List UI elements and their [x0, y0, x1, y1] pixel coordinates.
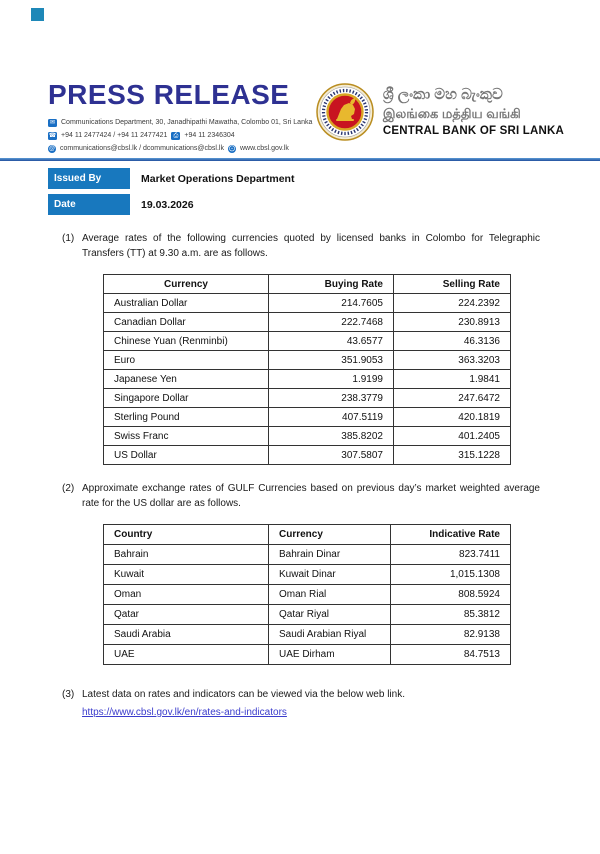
contact-address: Communications Department, 30, Janadhipathi Mawatha, Colombo 01, Sri Lanka	[61, 119, 313, 126]
table-cell: Euro	[104, 351, 269, 370]
table-cell: Sterling Pound	[104, 408, 269, 427]
date-label: Date	[48, 194, 130, 215]
page-title: PRESS RELEASE	[48, 79, 290, 110]
table-cell: 224.2392	[394, 294, 511, 313]
column-header-indicative-rate: Indicative Rate	[391, 525, 511, 545]
table-cell: 363.3203	[394, 351, 511, 370]
table-cell: 214.7605	[269, 294, 394, 313]
table-row	[104, 427, 511, 446]
table-cell: 401.2405	[394, 427, 511, 446]
contact-website: www.cbsl.gov.lk	[240, 145, 289, 152]
table-cell: 1.9199	[269, 370, 394, 389]
date-value: 19.03.2026	[141, 198, 194, 211]
tt-rates-table	[103, 274, 511, 465]
table-header-row	[104, 275, 511, 294]
table-cell: Kuwait	[104, 565, 269, 585]
table-cell: Swiss Franc	[104, 427, 269, 446]
table-cell: 82.9138	[391, 625, 511, 645]
column-header-currency: Currency	[269, 525, 391, 545]
table-row	[104, 408, 511, 427]
paragraph-3-text: Latest data on rates and indicators can be viewed via the below web link.	[82, 689, 405, 700]
bank-names	[383, 85, 564, 139]
table-cell: Canadian Dollar	[104, 313, 269, 332]
paragraph-2	[62, 481, 540, 511]
table-row	[104, 585, 511, 605]
table-cell: 420.1819	[394, 408, 511, 427]
gulf-rates-table	[103, 524, 511, 665]
date-row	[48, 194, 294, 215]
table-cell: Qatar	[104, 605, 269, 625]
table-cell: Qatar Riyal	[269, 605, 391, 625]
contact-phone-line	[48, 130, 312, 141]
table-cell: 315.1228	[394, 446, 511, 465]
table-cell: Kuwait Dinar	[269, 565, 391, 585]
table-row	[104, 294, 511, 313]
paragraph-2-number: (2)	[62, 483, 75, 494]
table-cell: 238.3779	[269, 389, 394, 408]
table-cell: US Dollar	[104, 446, 269, 465]
table-cell: Bahrain	[104, 545, 269, 565]
bank-name-tamil: இலங்கை மத்திய வங்கி	[382, 106, 521, 121]
contact-address-line	[48, 117, 312, 128]
contact-emails: communications@cbsl.lk / dcommunications@cbsl.lk	[60, 145, 224, 152]
table-cell: Oman	[104, 585, 269, 605]
table-row	[104, 389, 511, 408]
issued-by-row	[48, 168, 294, 189]
table-cell: 307.5807	[269, 446, 394, 465]
meta-block	[48, 168, 294, 220]
letterhead-right	[316, 83, 564, 141]
issued-by-label: Issued By	[48, 168, 130, 189]
bank-name-sinhala: ශ්‍රී ලංකා මහ බැංකුව	[382, 86, 503, 103]
header-divider	[0, 158, 600, 161]
contact-email-line	[48, 143, 312, 154]
table-cell: 808.5924	[391, 585, 511, 605]
column-header-currency: Currency	[104, 275, 269, 294]
table-cell: UAE	[104, 645, 269, 665]
table-row	[104, 446, 511, 465]
column-header-country: Country	[104, 525, 269, 545]
issued-by-value: Market Operations Department	[141, 172, 295, 185]
table-cell: 385.8202	[269, 427, 394, 446]
table-cell: 230.8913	[394, 313, 511, 332]
table-row	[104, 313, 511, 332]
table-row	[104, 625, 511, 645]
cbsl-logo	[316, 83, 374, 141]
table-row	[104, 645, 511, 665]
table-cell: 46.3136	[394, 332, 511, 351]
table-cell: UAE Dirham	[269, 645, 391, 665]
paragraph-1-text: Average rates of the following currencies quoted by licensed banks in Colombo for Telegraphic Transfers (TT) at 9.30 a.m. are as follows.	[82, 233, 540, 259]
paragraph-1-number: (1)	[62, 233, 75, 244]
rates-indicators-link[interactable]: https://www.cbsl.gov.lk/en/rates-and-indicators	[82, 707, 287, 718]
table-cell: 222.7468	[269, 313, 394, 332]
contact-phones: +94 11 2477424 / +94 11 2477421	[61, 132, 168, 139]
table-cell: Saudi Arabia	[104, 625, 269, 645]
table-cell: Bahrain Dinar	[269, 545, 391, 565]
envelope-icon: ✉	[49, 119, 56, 126]
table-cell: 1,015.1308	[391, 565, 511, 585]
column-header-selling-rate: Selling Rate	[394, 275, 511, 294]
table-cell: 407.5119	[269, 408, 394, 427]
table-row	[104, 565, 511, 585]
table-cell: 823.7411	[391, 545, 511, 565]
table-cell: 84.7513	[391, 645, 511, 665]
document-body	[0, 231, 600, 720]
table-cell: 351.9053	[269, 351, 394, 370]
table-cell: Japanese Yen	[104, 370, 269, 389]
corner-mark	[31, 8, 44, 21]
table-cell: 85.3812	[391, 605, 511, 625]
bank-name-english: CENTRAL BANK OF SRI LANKA	[382, 125, 564, 137]
column-header-buying-rate: Buying Rate	[269, 275, 394, 294]
paragraph-3-number: (3)	[62, 689, 75, 700]
globe-icon: ⨀	[229, 145, 235, 152]
table-cell: 247.6472	[394, 389, 511, 408]
table-cell: Oman Rial	[269, 585, 391, 605]
table-row	[104, 351, 511, 370]
fax-icon: ⎙	[171, 132, 180, 140]
letterhead-left	[48, 80, 312, 156]
table-cell: Saudi Arabian Riyal	[269, 625, 391, 645]
phone-icon: ☎	[48, 132, 57, 139]
table-row	[104, 545, 511, 565]
table-row	[104, 370, 511, 389]
paragraph-3	[62, 687, 540, 702]
table-cell: Chinese Yuan (Renminbi)	[104, 332, 269, 351]
table-cell: 43.6577	[269, 332, 394, 351]
table-cell: Australian Dollar	[104, 294, 269, 313]
table-header-row	[104, 525, 511, 545]
table-row	[104, 332, 511, 351]
table-cell: 1.9841	[394, 370, 511, 389]
letterhead	[48, 80, 564, 156]
paragraph-2-text: Approximate exchange rates of GULF Currencies based on previous day’s market weighted average rate for the US dollar are as follows.	[82, 483, 540, 509]
paragraph-1	[62, 231, 540, 261]
contact-fax: +94 11 2346304	[184, 132, 235, 139]
email-icon: @	[48, 145, 56, 152]
table-cell: Singapore Dollar	[104, 389, 269, 408]
table-row	[104, 605, 511, 625]
